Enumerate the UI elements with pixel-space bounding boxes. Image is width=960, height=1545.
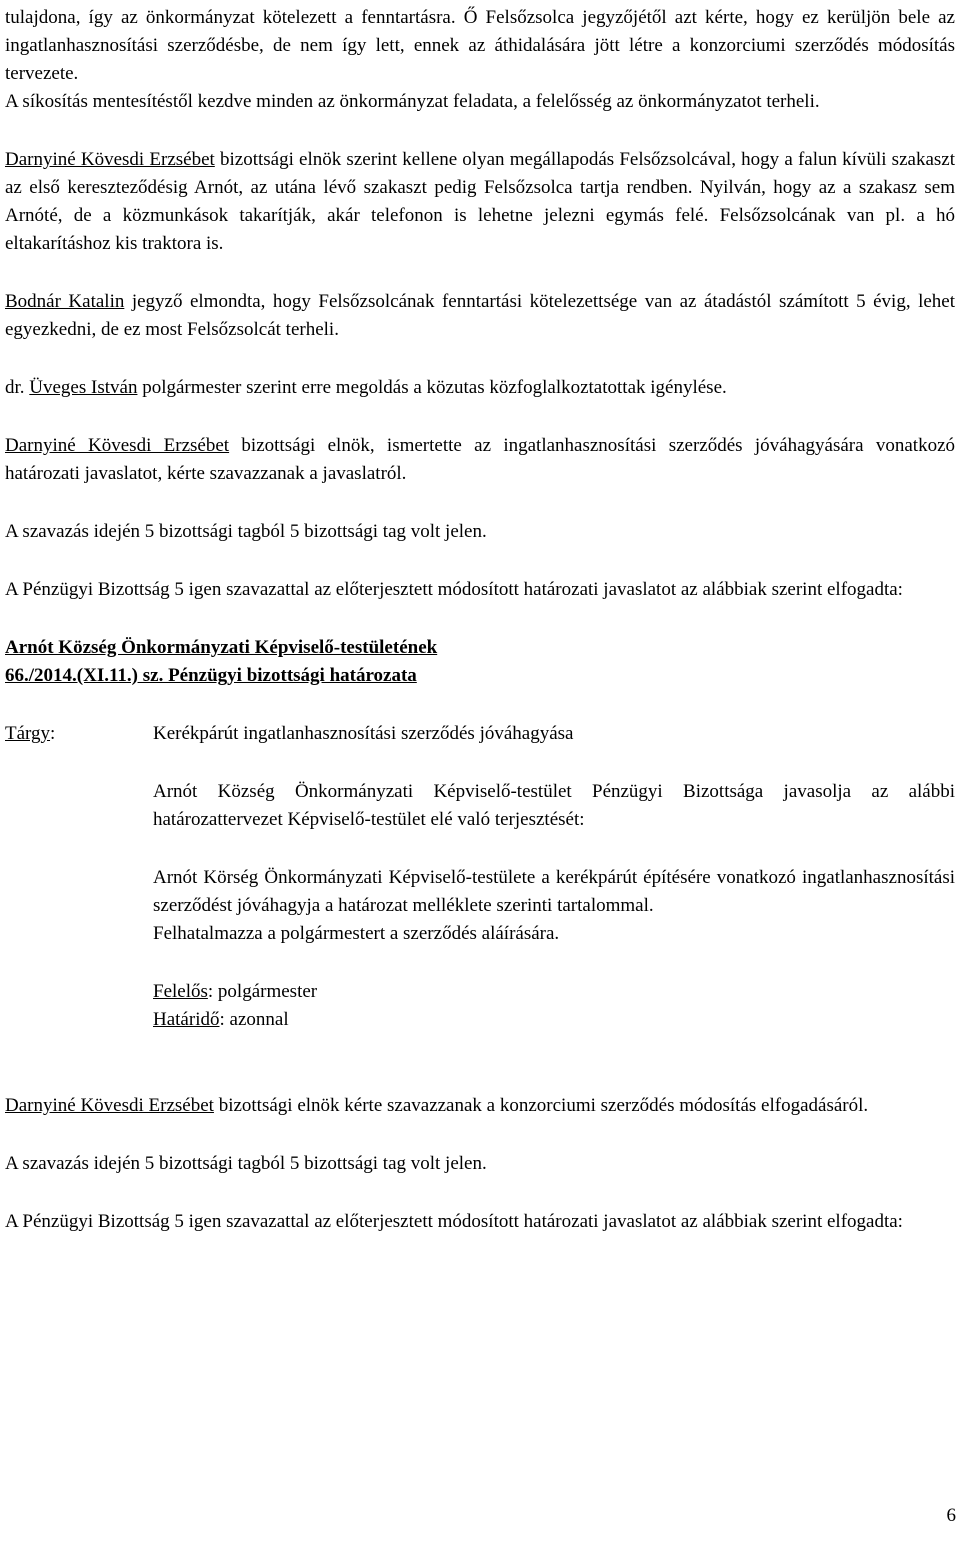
paragraph-text: bizottsági elnök kérte szavazzanak a konzorciumi szerződés módosítás elfogadásáról. [213,1095,869,1116]
subject-colon: : [50,723,56,744]
speaker-name: Darnyiné Kövesdi Erzsébet [5,149,215,170]
paragraph-4 [5,288,955,344]
speaker-name: Bodnár Katalin [5,291,125,312]
speaker-name: Üveges István [29,377,138,398]
speaker-name: Darnyiné Kövesdi Erzsébet [5,435,230,456]
paragraph-6 [5,432,955,488]
responsible-label: Felelős [153,981,208,1002]
paragraph-3 [5,146,955,258]
subject-label [5,720,153,748]
speaker-name: Darnyiné Kövesdi Erzsébet [5,1095,214,1116]
deadline-label: Határidő [153,1009,220,1030]
speaker-prefix: dr. [5,377,30,398]
resolution-title-line2: 66./2014.(XI.11.) sz. Pénzügyi bizottsági határozata [5,665,417,686]
resolution-body-3: Felhatalmazza a polgármestert a szerződés aláírására. [153,923,560,944]
paragraph-7: A szavazás idején 5 bizottsági tagból 5 bizottsági tag volt jelen. [5,521,487,542]
paragraph-text: polgármester szerint erre megoldás a közutas közfoglalkoztatottak igénylése. [137,377,727,398]
paragraph-8: A Pénzügyi Bizottság 5 igen szavazattal az előterjesztett módosított határozati javaslatot az alábbiak szerint elfogadta: [5,579,903,600]
paragraph-text: bizottsági elnök szerint kellene olyan megállapodás Felsőzsolcával, hogy a falun kívüli szakaszt az első kereszteződésig Arnót, az utána lévő szakaszt pedig Felsőzsolca tartja rendben. Nyilván, hogy az a szakasz sem Arnóté, de a közmunkások takarítják, akár telefonon is lehetne jelezni egymás felé. Felsőzsolcának van pl. a hó eltakarításhoz kis traktora is. [5,149,955,254]
deadline-line [153,1006,955,1034]
document-page [5,4,955,1266]
paragraph-11: A Pénzügyi Bizottság 5 igen szavazattal az előterjesztett módosított határozati javaslatot az alábbiak szerint elfogadta: [5,1211,903,1232]
paragraph-2: A síkosítás mentesítéstől kezdve minden az önkormányzat feladata, a felelősség az önkormányzatot terheli. [5,91,820,112]
page-number: 6 [946,1505,956,1526]
responsible-value: : polgármester [207,981,318,1002]
paragraph-10: A szavazás idején 5 bizottsági tagból 5 bizottsági tag volt jelen. [5,1153,487,1174]
paragraph-1: tulajdona, így az önkormányzat kötelezett a fenntartásra. Ő Felsőzsolca jegyzőjétől azt kérte, hogy ez kerüljön bele az ingatlanhasznosítási szerződésbe, de nem így lett, ennek az áthidalására jött létre a konzorciumi szerződés módosítás tervezete. [5,7,955,84]
subject-text: Kerékpárút ingatlanhasznosítási szerződés jóváhagyása [153,723,574,744]
resolution-body [153,778,955,1034]
resolution-body-2: Arnót Körség Önkormányzati Képviselő-testülete a kerékpárút építésére vonatkozó ingatlanhasznosítási szerződést jóváhagyja a határozat melléklete szerinti tartalommal. [153,867,955,916]
paragraph-text: jegyző elmondta, hogy Felsőzsolcának fenntartási kötelezettsége van az átadástól számított 5 évig, lehet egyezkedni, de ez most Felsőzsolcát terheli. [5,291,955,340]
resolution-title [5,634,955,690]
paragraph-5 [5,374,955,402]
responsible-line [153,978,955,1006]
resolution-subject [5,720,955,748]
paragraph-text: bizottsági elnök, ismertette az ingatlanhasznosítási szerződés jóváhagyására vonatkozó határozati javaslatot, kérte szavazzanak a javaslatról. [5,435,956,484]
paragraph-9 [5,1092,955,1120]
subject-label-text: Tárgy [5,723,51,744]
resolution-title-line1: Arnót Község Önkormányzati Képviselő-testületének [5,637,438,658]
deadline-value: : azonnal [219,1009,289,1030]
resolution-body-1: Arnót Község Önkormányzati Képviselő-testület Pénzügyi Bizottsága javasolja az alábbi határozattervezet Képviselő-testület elé való terjesztését: [153,781,955,830]
